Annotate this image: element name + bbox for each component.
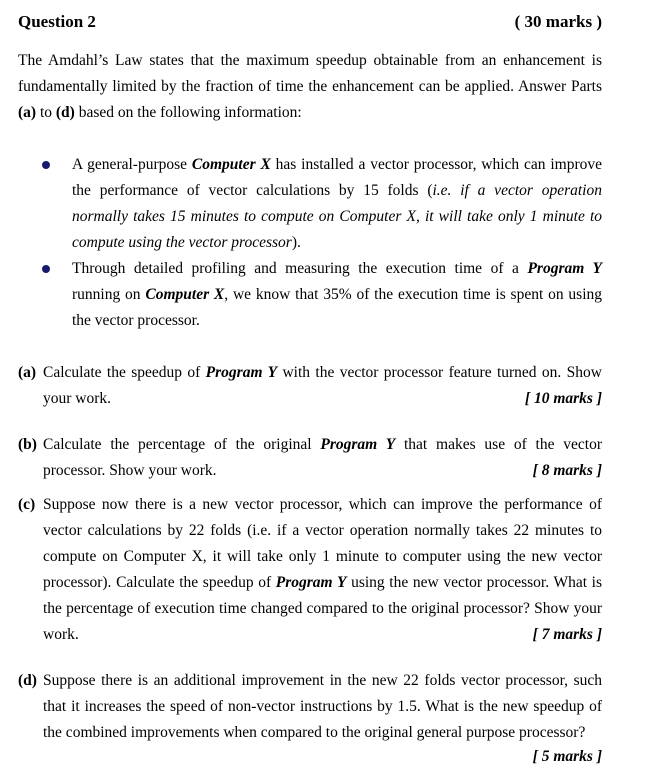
section-d-marks-line bbox=[43, 746, 602, 768]
question-header bbox=[18, 10, 602, 34]
section-c-label: (c) bbox=[18, 496, 36, 513]
section-d-label: (d) bbox=[18, 672, 37, 689]
section-b-text: Calculate the percentage of the original Program Y that makes use of the vector processor. Show your work. bbox=[43, 436, 603, 479]
section-a-marks: [ 10 marks ] bbox=[524, 390, 602, 407]
section-c-marks: [ 7 marks ] bbox=[532, 626, 602, 643]
section-b bbox=[18, 432, 602, 484]
question-total-marks: ( 30 marks ) bbox=[514, 12, 602, 31]
section-d-body bbox=[43, 668, 602, 768]
bullet-text: A general-purpose Computer X has installed a vector processor, which can improve the performance of vector calculations by 15 folds (i.e. if a vector operation normally takes 15 minutes to compute on Computer X, it will take only 1 minute to compute using the vector processor). bbox=[72, 156, 603, 251]
section-a-label: (a) bbox=[18, 364, 37, 381]
bullet-item-computer-x bbox=[18, 152, 602, 256]
bullet-text: Through detailed profiling and measuring the execution time of a Program Y running on Computer X, we know that 35% of the execution time is spent on using the vector processor. bbox=[72, 260, 603, 329]
section-a bbox=[18, 360, 602, 412]
section-d-marks: [ 5 marks ] bbox=[532, 748, 602, 765]
bullet-dot-icon bbox=[42, 265, 50, 273]
section-b-body bbox=[43, 432, 602, 484]
intro-paragraph: The Amdahl’s Law states that the maximum speedup obtainable from an enhancement is fundamentally limited by the fraction of time the enhancement can be applied. Answer Parts (a) to (d) based on the following information: bbox=[18, 52, 602, 121]
section-a-body bbox=[43, 360, 602, 412]
question-title: Question 2 bbox=[18, 12, 96, 31]
section-c bbox=[18, 492, 602, 648]
section-b-label: (b) bbox=[18, 436, 37, 453]
section-a-text: Calculate the speedup of Program Y with the vector processor feature turned on. Show your work. bbox=[43, 364, 602, 407]
section-c-text: Suppose now there is a new vector processor, which can improve the performance of vector calculations by 22 folds (i.e. if a vector operation normally takes 22 minutes to compute on Computer X, it will take only 1 minute to computer using the new vector processor). Calculate the speedup of Program Y using the new vector processor. What is the percentage of execution time changed compared to the original processor? Show your work. bbox=[43, 496, 602, 643]
section-c-body bbox=[43, 492, 602, 648]
section-d-text: Suppose there is an additional improvement in the new 22 folds vector processor, such that it increases the speed of non-vector instructions by 1.5. What is the new speedup of the combined improvements when compared to the original general purpose processor? bbox=[43, 672, 602, 741]
bullet-list bbox=[18, 152, 602, 334]
bullet-item-program-y bbox=[18, 256, 602, 334]
section-b-marks: [ 8 marks ] bbox=[532, 462, 602, 479]
section-d bbox=[18, 668, 602, 768]
bullet-dot-icon bbox=[42, 161, 50, 169]
